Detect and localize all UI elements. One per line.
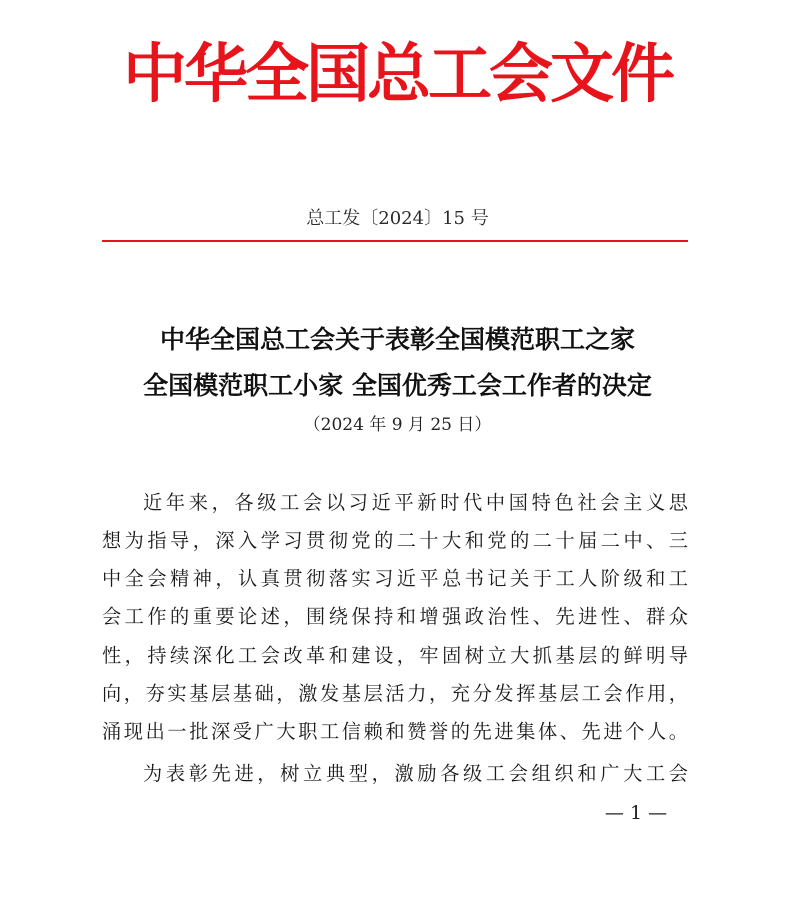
- body-line-1: 近年来，各级工会以习近平新时代中国特色社会主义思: [143, 491, 688, 514]
- page-number: — 1 —: [604, 802, 668, 824]
- body-line-3: 中全会精神，认真贯彻落实习近平总书记关于工人阶级和工: [102, 567, 688, 590]
- body-line-8: 为表彰先进，树立典型，激励各级工会组织和广大工会: [143, 762, 688, 785]
- body-line-6: 向，夯实基层基础，激发基层活力，充分发挥基层工会作用，: [102, 682, 688, 705]
- body-line-7: 涌现出一批深受广大职工信赖和赞誉的先进集体、先进个人。: [102, 720, 688, 743]
- body-line-5: 性，持续深化工会改革和建设，牢固树立大抓基层的鲜明导: [102, 644, 688, 667]
- document-number: 总工发〔2024〕15 号: [306, 208, 489, 229]
- issue-date: （2024 年 9 月 25 日）: [303, 415, 492, 435]
- body-line-4: 会工作的重要论述，围绕保持和增强政治性、先进性、群众: [102, 605, 688, 628]
- document-masthead: 中华全国总工会文件: [123, 37, 672, 112]
- body-line-2: 想为指导，深入学习贯彻党的二十大和党的二十届二中、三: [102, 529, 688, 552]
- document-title-line-2: 全国模范职工小家 全国优秀工会工作者的决定: [143, 371, 652, 400]
- red-separator-line: [102, 240, 688, 242]
- document-title-line-1: 中华全国总工会关于表彰全国模范职工之家: [159, 325, 635, 354]
